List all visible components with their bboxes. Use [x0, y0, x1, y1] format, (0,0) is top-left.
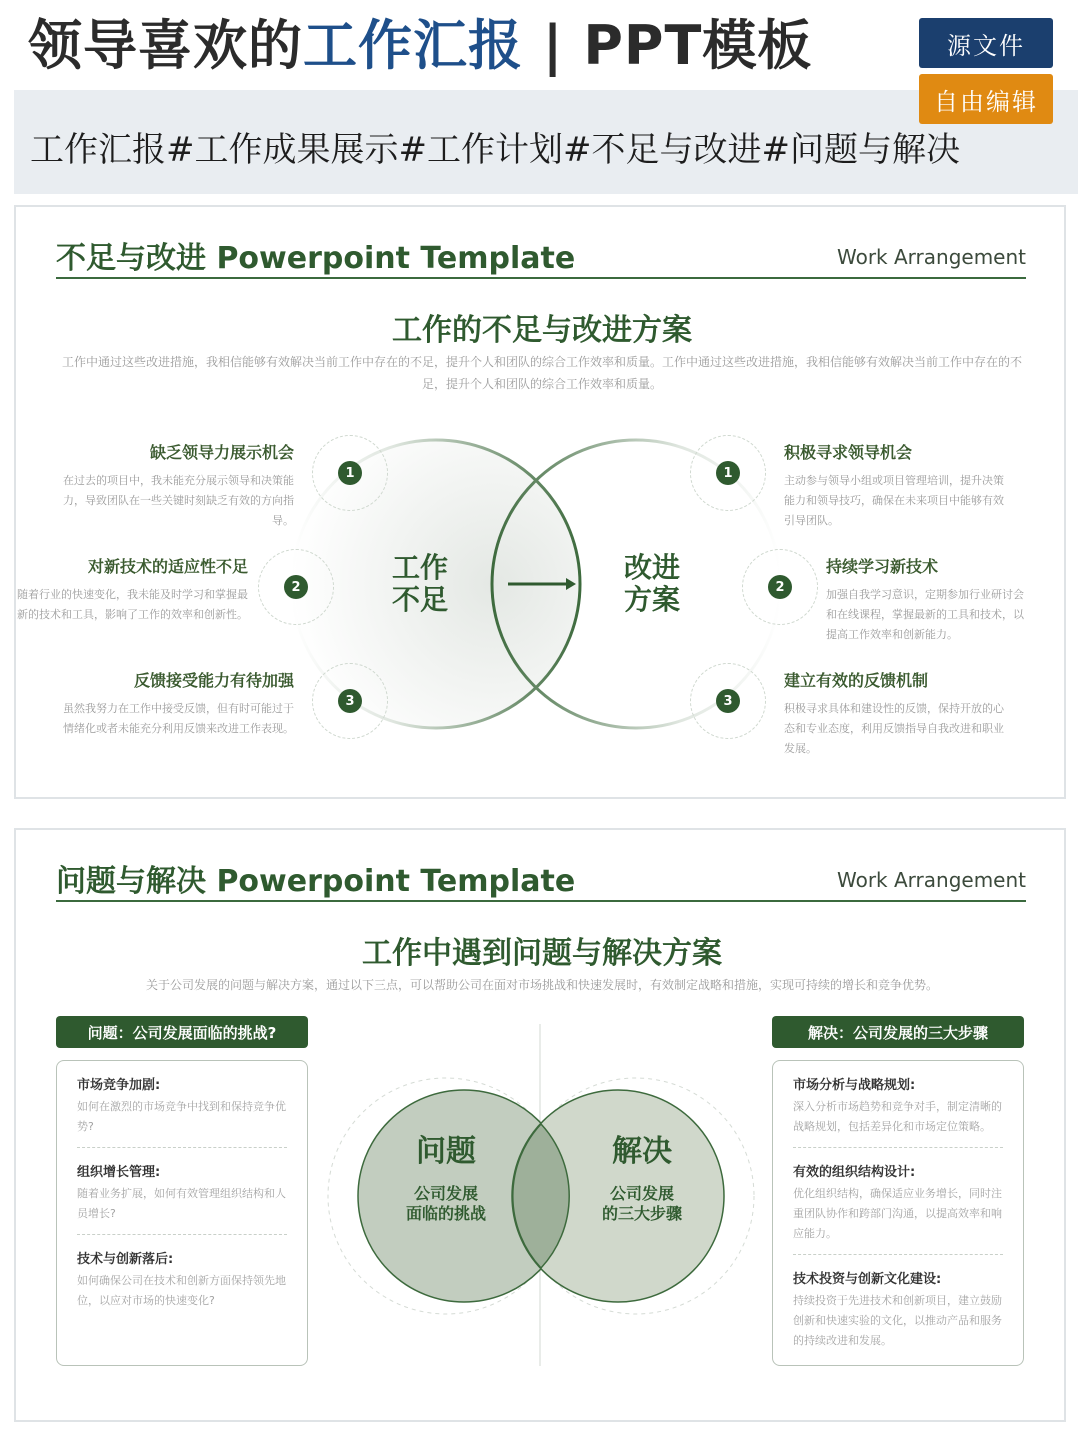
improvement-item: [784, 671, 1010, 759]
number-badge: 1: [338, 461, 362, 485]
problem-description: 如何确保公司在技术和创新方面保持领先地位，以应对市场的快速变化?: [77, 1274, 286, 1307]
solution-description: 优化组织结构，确保适应业务增长，同时注重团队协作和跨部门沟通，以提高效率和响应能力。: [793, 1187, 1002, 1240]
venn-problem-title: 问题: [416, 1134, 476, 1169]
venn-solution-caption: 公司发展 的三大步骤: [601, 1184, 682, 1223]
page-title: [28, 10, 812, 82]
solution-title: 市场分析与战略规划:: [793, 1078, 916, 1093]
slide-problem-solution: [14, 828, 1066, 1422]
venn-solution-title: 解决: [612, 1134, 672, 1169]
slide-title: 问题与解决 Powerpoint Template: [56, 864, 576, 899]
slide-heading: 工作的不足与改进方案: [392, 313, 692, 348]
item-description: 主动参与领导小组或项目管理培训，提升决策能力和领导技巧，确保在未来项目中能够有效引导团队。: [784, 474, 1004, 527]
slide-heading: 工作中遇到问题与解决方案: [362, 936, 722, 971]
venn-problem-label: [390, 1134, 502, 1224]
item-description: 积极寻求具体和建设性的反馈，保持开放的心态和专业态度，利用反馈指导自我改进和职业发展。: [784, 702, 1004, 755]
item-description: 在过去的项目中，我未能充分展示领导和决策能力，导致团队在一些关键时刻缺乏有效的方向指导。: [63, 474, 294, 527]
problem-description: 如何在激烈的市场竞争中找到和保持竞争优势?: [77, 1100, 286, 1133]
item-title: 对新技术的适应性不足: [87, 557, 248, 576]
problem-title: 组织增长管理:: [77, 1165, 161, 1180]
slide-subtitle: Work Arrangement: [836, 868, 1026, 892]
title-part-1: 领导喜欢的: [28, 14, 303, 77]
slide-improvement: [14, 205, 1066, 799]
item-title: 持续学习新技术: [826, 557, 939, 576]
source-file-button[interactable]: 源文件: [919, 18, 1053, 68]
item-title: 建立有效的反馈机制: [784, 671, 929, 690]
item-description: 加强自我学习意识，定期参加行业研讨会和在线课程，掌握最新的工具和技术，以提高工作效率和创新能力。: [826, 588, 1024, 641]
solution-description: 深入分析市场趋势和竞争对手，制定清晰的战略规划，包括差异化和市场定位策略。: [793, 1100, 1002, 1133]
problem-title: 技术与创新落后:: [77, 1252, 174, 1267]
venn-diagram-filled: [16, 830, 1068, 1424]
solution-description: 持续投资于先进技术和创新项目，建立鼓励创新和快速实验的文化，以推动产品和服务的持续改进和发展。: [793, 1294, 1002, 1347]
venn-solution-label: [586, 1134, 698, 1224]
item-title: 反馈接受能力有待加强: [133, 671, 294, 690]
solution-title: 有效的组织结构设计:: [793, 1165, 916, 1180]
number-ring: [312, 663, 388, 739]
shortcoming-item: [54, 443, 294, 531]
slide-description: 关于公司发展的问题与解决方案，通过以下三点，可以帮助公司在面对市场挑战和快速发展时，有效制定战略和措施，实现可持续的增长和竞争优势。: [145, 978, 938, 992]
problem-pill: 问题：公司发展面临的挑战?: [56, 1016, 308, 1048]
slide-title: 不足与改进 Powerpoint Template: [56, 241, 576, 276]
slide-subtitle: Work Arrangement: [836, 245, 1026, 269]
header-banner: [0, 0, 1080, 196]
item-description: 虽然我努力在工作中接受反馈，但有时可能过于情绪化或者未能充分利用反馈来改进工作表现。: [63, 702, 294, 735]
item-description: 随着行业的快速变化，我未能及时学习和掌握最新的技术和工具，影响了工作的效率和创新性。: [17, 588, 248, 621]
item-title: 积极寻求领导机会: [784, 443, 913, 462]
number-badge: 1: [716, 461, 740, 485]
hashtag-line: 工作汇报#工作成果展示#工作计划#不足与改进#问题与解决: [30, 130, 960, 170]
number-ring: [690, 435, 766, 511]
shortcoming-item: [54, 671, 294, 739]
problem-title: 市场竞争加剧:: [77, 1078, 161, 1093]
problem-description: 随着业务扩展，如何有效管理组织结构和人员增长?: [77, 1187, 286, 1220]
number-badge: 3: [716, 689, 740, 713]
title-part-3: | PPT模板: [523, 14, 813, 77]
number-ring: [312, 435, 388, 511]
shortcoming-item: [8, 557, 248, 625]
number-ring: [742, 549, 818, 625]
number-badge: 3: [338, 689, 362, 713]
venn-problem-caption: 公司发展 面临的挑战: [405, 1184, 486, 1223]
free-edit-button[interactable]: 自由编辑: [919, 74, 1053, 124]
solution-pill: 解决：公司发展的三大步骤: [772, 1016, 1024, 1048]
solution-title: 技术投资与创新文化建设:: [793, 1272, 942, 1287]
number-badge: 2: [768, 575, 792, 599]
number-ring: [690, 663, 766, 739]
improvement-item: [784, 443, 1010, 531]
item-title: 缺乏领导力展示机会: [149, 443, 294, 462]
improvement-item: [826, 557, 1026, 645]
venn-label-right: 改进 方案: [623, 551, 680, 616]
number-badge: 2: [284, 575, 308, 599]
number-ring: [258, 549, 334, 625]
title-part-2: 工作汇报: [303, 14, 523, 77]
slide-description: 工作中通过这些改进措施，我相信能够有效解决当前工作中存在的不足，提升个人和团队的综合工作效率和质量。工作中通过这些改进措施，我相信能够有效解决当前工作中存在的不足，提升个人和团队的综合工作效率和质量。: [61, 355, 1022, 391]
venn-label-left: 工作 不足: [391, 551, 448, 616]
